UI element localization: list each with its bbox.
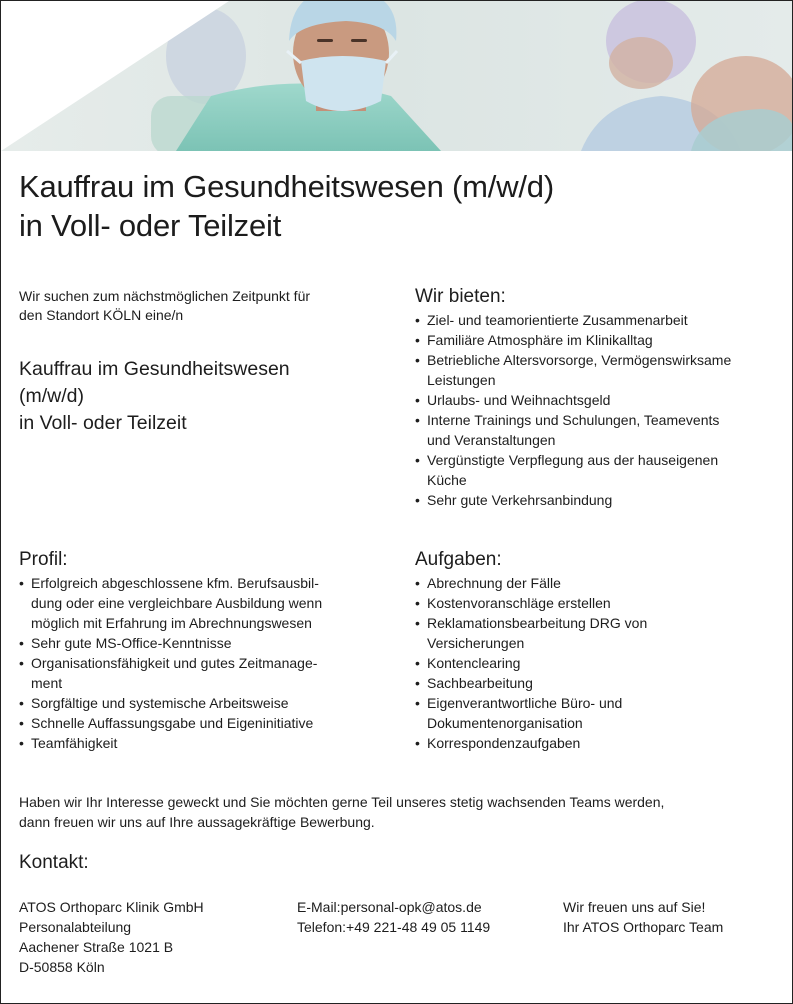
list-item [415,310,785,330]
list-item-text: • Ziel- und teamorientierte Zusammenarbeit [427,312,688,328]
list-item-text: • Vergünstigte Verpflegung aus der hauseigenen [427,452,719,468]
list-item-text: • Reklamationsbearbeitung DRG von [427,615,648,631]
list-item-text: • Sehr gute MS-Office-Kenntnisse [31,635,232,651]
address-line-3: Aachener Straße 1021 B [19,939,174,955]
closing-line-2: dann freuen wir uns auf Ihre aussagekräftige Bewerbung. [19,814,375,830]
list-item [415,653,785,673]
address-line-4: D-50858 Köln [19,959,105,975]
intro-line-1: Wir suchen zum nächstmöglichen Zeitpunkt für [19,288,311,304]
contact-signoff [563,897,723,937]
list-item [415,330,785,350]
list-item-text: und Veranstaltungen [427,432,556,448]
list-item-text: • Familiäre Atmosphäre im Klinikalltag [427,332,653,348]
intro-line-2: den Standort KÖLN eine/n [19,307,184,323]
list-item-text: • Sorgfältige und systemische Arbeitsweise [31,695,289,711]
list-item-text: • Teamfähigkeit [31,735,118,751]
phone-number[interactable]: +49 221-48 49 05 1149 [346,919,491,935]
list-item-text: • Interne Trainings und Schulungen, Teamevents [427,412,720,428]
list-item-text: • Betriebliche Altersvorsorge, Vermögenswirksame [427,352,732,368]
tasks-heading: Aufgaben: [415,549,502,570]
offer-list [415,310,785,510]
list-item-text: Dokumentenorganisation [427,715,583,731]
signoff-line-2: Ihr ATOS Orthoparc Team [563,919,724,935]
list-item [415,693,785,733]
list-item-text: ment [31,675,63,691]
list-item-text: • Kontenclearing [427,655,521,671]
list-item [19,713,389,733]
closing-line-1: Haben wir Ihr Interesse geweckt und Sie möchten gerne Teil unseres stetig wachsenden Teams werden, [19,794,665,810]
list-item-text: • Urlaubs- und Weihnachtsgeld [427,392,611,408]
list-item-text: • Eigenverantwortliche Büro- und [427,695,623,711]
list-item-text: dung oder eine vergleichbare Ausbildung wenn [31,595,323,611]
signoff-line-1: Wir freuen uns auf Sie! [563,899,706,915]
list-item [19,573,389,633]
tasks-section [415,549,785,753]
hero-image-surgeons [1,1,792,151]
list-item-text: • Abrechnung der Fälle [427,575,561,591]
job-subtitle [19,356,290,437]
tasks-list [415,573,785,753]
subtitle-line-3: in Voll- oder Teilzeit [19,412,187,434]
list-item [19,633,389,653]
offer-section [415,286,785,510]
page-title [19,167,554,245]
email-row [297,897,490,917]
list-item-text: möglich mit Erfahrung im Abrechnungswesen [31,615,312,631]
list-item [19,733,389,753]
subtitle-line-1: Kauffrau im Gesundheitswesen [19,358,290,380]
list-item-text: Leistungen [427,372,496,388]
profile-heading: Profil: [19,549,68,570]
list-item-text: Versicherungen [427,635,525,651]
list-item [415,450,785,490]
list-item-text: • Korrespondenzaufgaben [427,735,581,751]
profile-section [19,549,389,753]
list-item [415,410,785,450]
subtitle-line-2: (m/w/d) [19,385,84,407]
list-item-text: • Schnelle Auffassungsgabe und Eigeninitiative [31,715,314,731]
address-line-2: Personalabteilung [19,919,132,935]
closing-text [19,792,664,832]
list-item [415,613,785,653]
contact-channels [297,897,490,937]
list-item-text: • Kostenvoranschläge erstellen [427,595,611,611]
list-item [415,673,785,693]
title-line-2: in Voll- oder Teilzeit [19,208,282,243]
list-item [415,350,785,390]
title-line-1: Kauffrau im Gesundheitswesen (m/w/d) [19,169,554,204]
list-item-text: • Erfolgreich abgeschlossene kfm. Berufsausbil- [31,575,319,591]
list-item-text: • Sachbearbeitung [427,675,533,691]
list-item [415,593,785,613]
email-link[interactable]: personal-opk@atos.de [340,899,482,915]
list-item [415,490,785,510]
email-label: E-Mail: [297,899,341,915]
list-item [19,693,389,713]
list-item [415,390,785,410]
list-item-text: • Organisationsfähigkeit und gutes Zeitmanage- [31,655,318,671]
contact-heading: Kontakt: [19,852,89,873]
intro-text [19,287,389,325]
hero-illustration [1,1,792,151]
list-item [415,733,785,753]
list-item [415,573,785,593]
address-line-1: ATOS Orthoparc Klinik GmbH [19,899,204,915]
phone-row [297,917,490,937]
phone-label: Telefon: [297,919,347,935]
list-item-text: Küche [427,472,467,488]
list-item [19,653,389,693]
offer-heading: Wir bieten: [415,286,506,307]
profile-list [19,573,389,753]
contact-address [19,897,204,977]
list-item-text: • Sehr gute Verkehrsanbindung [427,492,613,508]
